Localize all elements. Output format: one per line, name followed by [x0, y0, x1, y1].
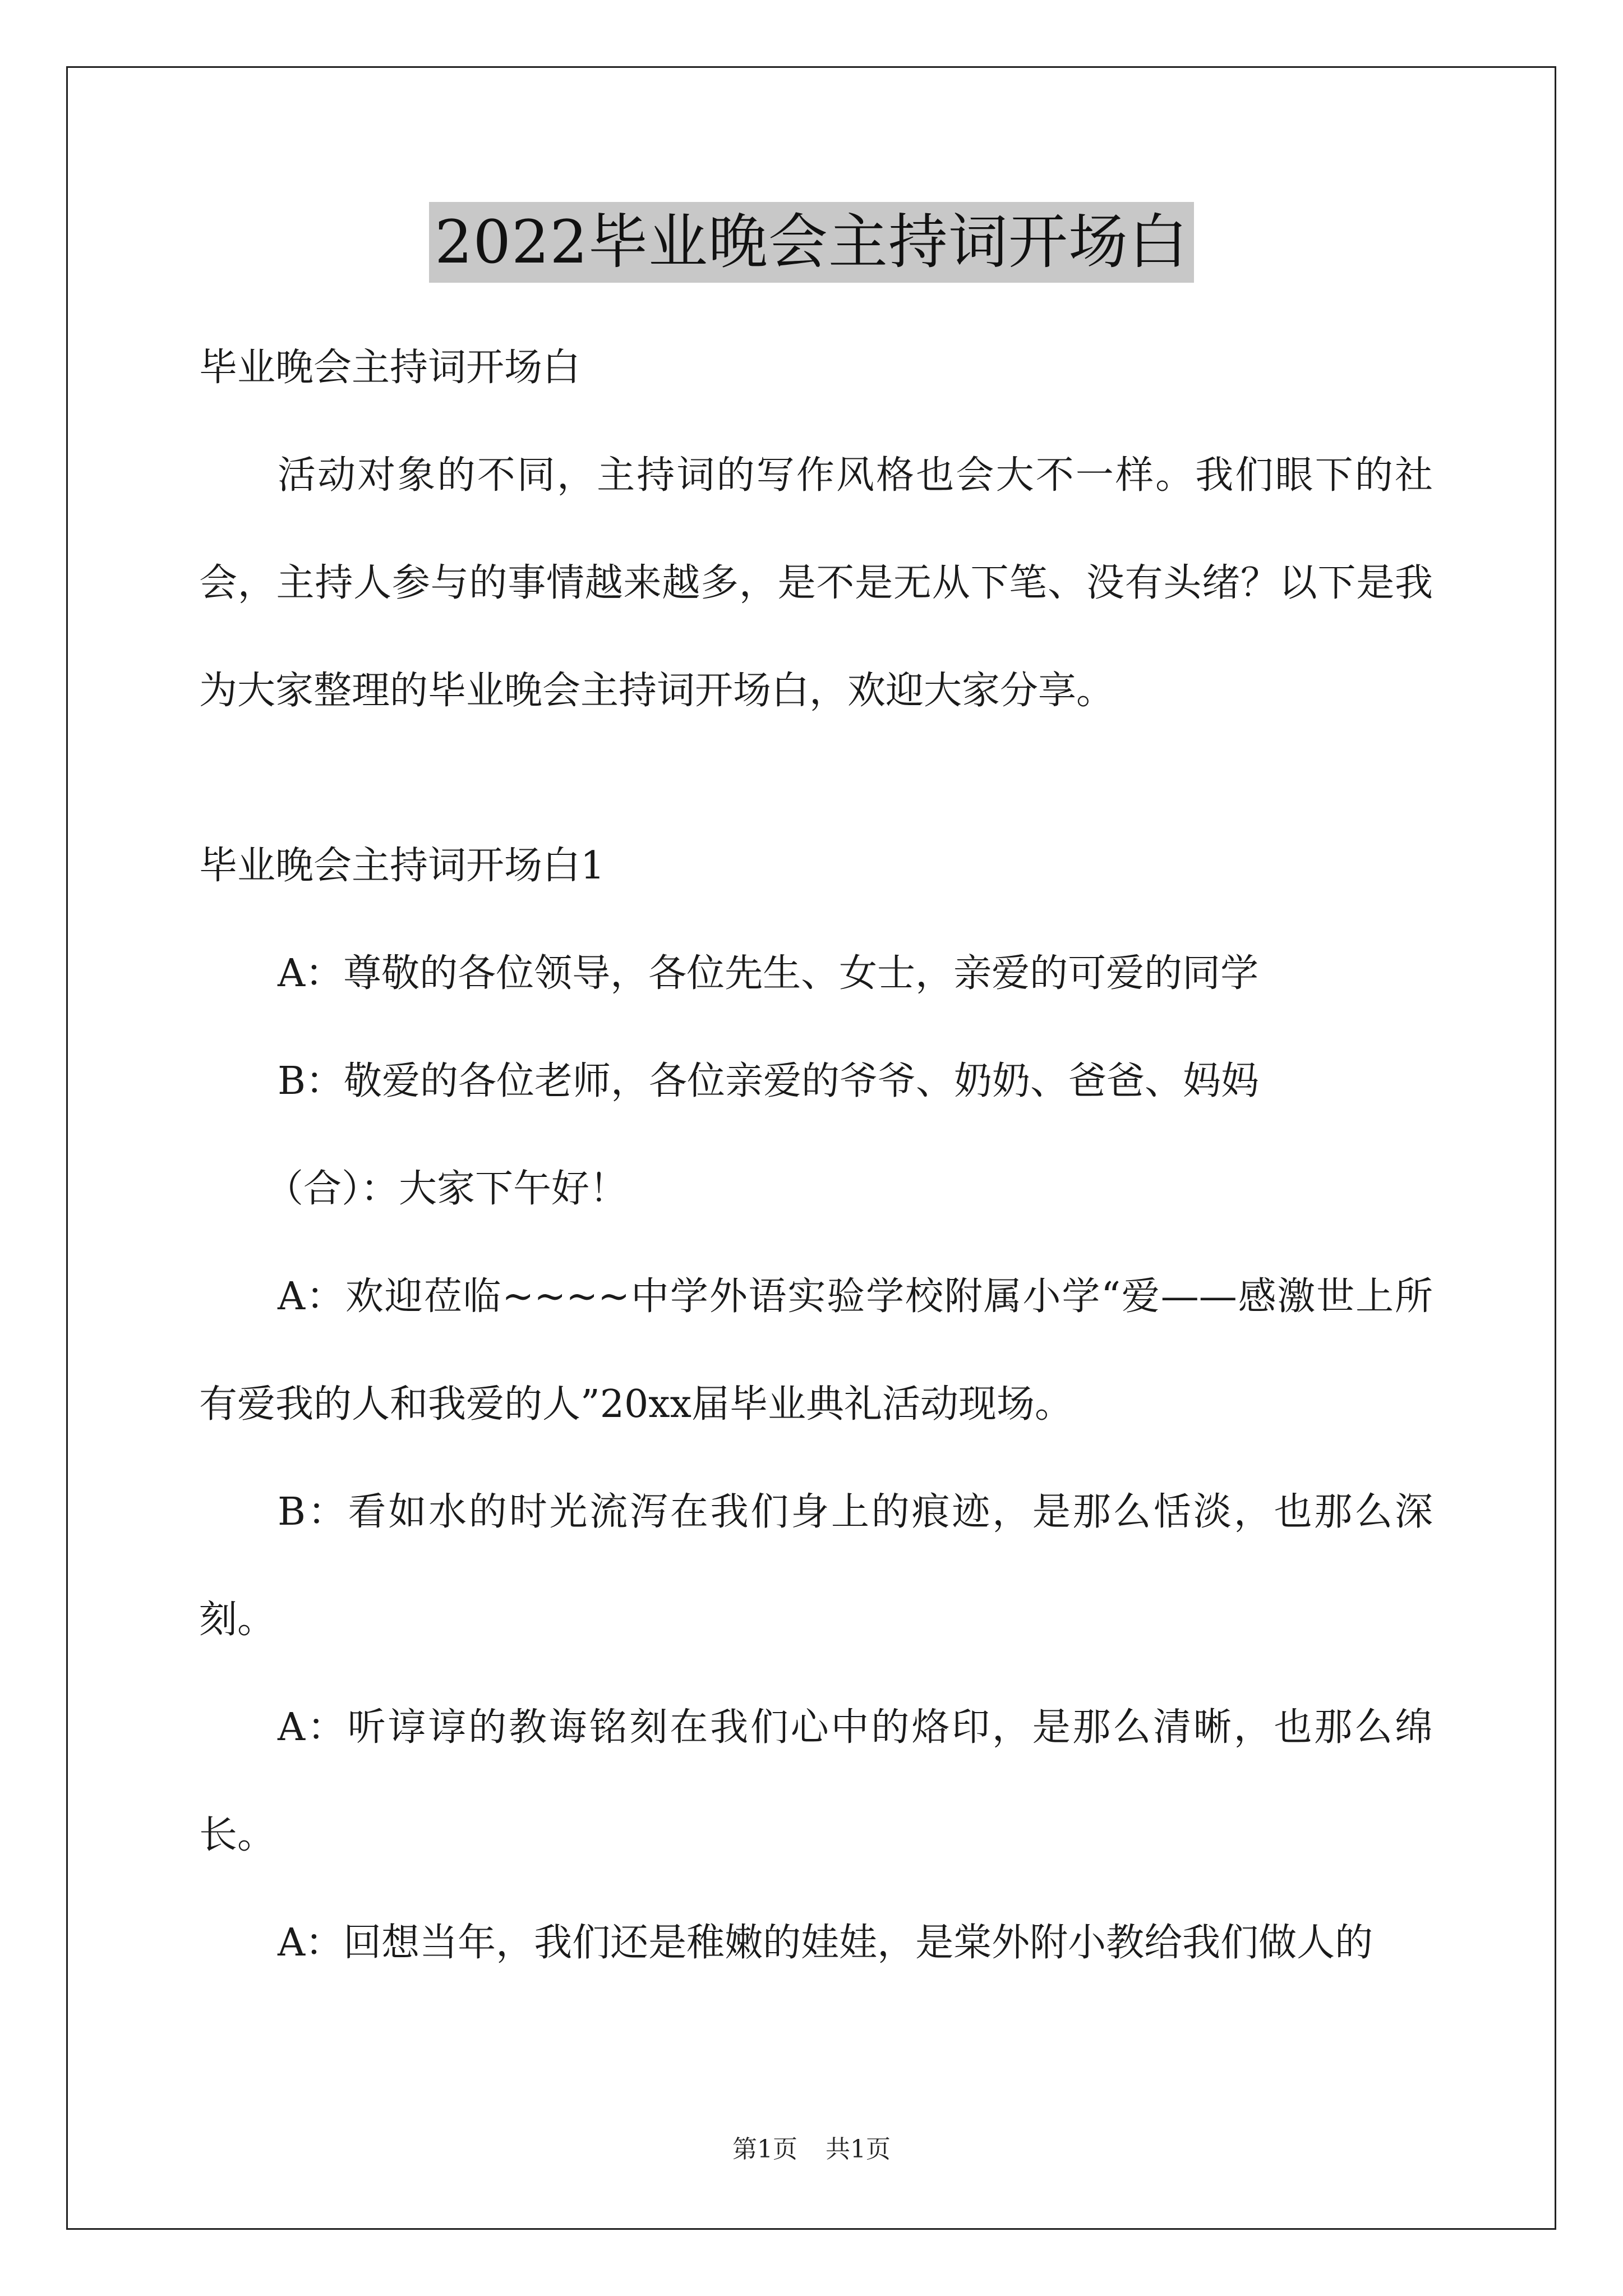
document-title: 2022毕业晚会主持词开场白: [429, 202, 1194, 283]
dialogue-line: （合）：大家下午好！: [265, 1167, 628, 1211]
title-container: [0, 202, 1623, 283]
section-gap: [199, 745, 1433, 812]
document-body: [199, 314, 1433, 1997]
dialogue-line: B：看如水的时光流泻在我们身上的痕迹，是那么恬淡，也那么深刻。: [199, 1490, 1433, 1642]
subtitle: 毕业晚会主持词开场白: [199, 346, 581, 390]
page-number: 第1页: [732, 2135, 797, 2164]
dialogue-line: A：听谆谆的教诲铭刻在我们心中的烙印，是那么清晰，也那么绵长。: [199, 1705, 1433, 1857]
dialogue-line: A：尊敬的各位领导，各位先生、女士，亲爱的可爱的同学: [278, 951, 1259, 996]
section-heading: 毕业晚会主持词开场白1: [199, 844, 605, 888]
dialogue-line: A：回想当年，我们还是稚嫩的娃娃，是棠外附小教给我们做人的: [278, 1921, 1373, 1965]
page-footer: [0, 2129, 1623, 2165]
dialogue-line: A：欢迎莅临~~~~中学外语实验学校附属小学“爱——感激世上所有爱我的人和我爱的人”20xx届毕业典礼活动现场。: [199, 1274, 1433, 1427]
page-total: 共1页: [826, 2135, 891, 2164]
dialogue-line: B：敬爱的各位老师，各位亲爱的爷爷、奶奶、爸爸、妈妈: [278, 1059, 1259, 1103]
intro-paragraph: 活动对象的不同，主持词的写作风格也会大不一样。我们眼下的社会，主持人参与的事情越来越多，是不是无从下笔、没有头绪？以下是我为大家整理的毕业晚会主持词开场白，欢迎大家分享。: [199, 453, 1433, 713]
